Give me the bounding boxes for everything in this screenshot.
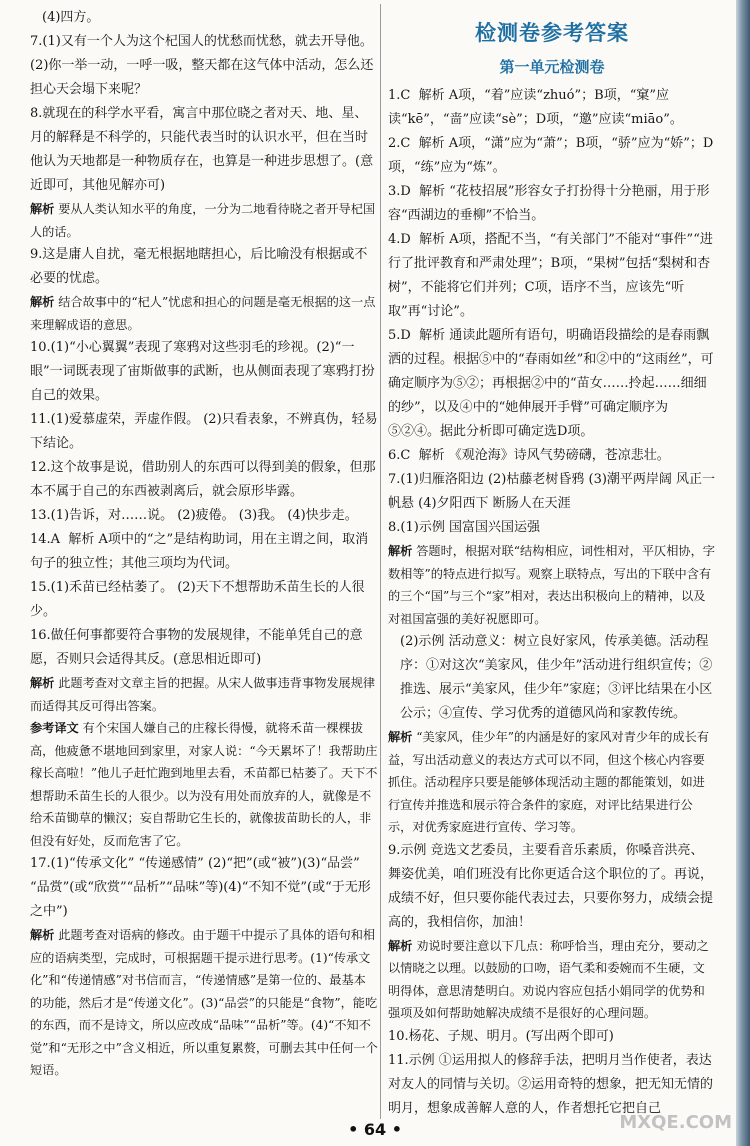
left-line <box>30 576 378 624</box>
line-text: 13.(1)告诉，对……说。 (2)疲倦。 (3)我。 (4)快步走。 <box>30 508 358 523</box>
right-line <box>388 1025 716 1049</box>
line-text: 11.示例 ①运用拟人的修辞手法，把明月当作使者，表达对友人的同情与关切。②运用奇特的想象，把无知无情的明月，想象成善解人意的人，作者想托它把自己 <box>388 1052 714 1116</box>
unit-title: 第一单元检测卷 <box>499 58 605 76</box>
right-line <box>388 324 716 444</box>
analysis-label: 解析 <box>388 938 413 953</box>
line-text: 7.(1)归雁洛阳边 (2)枯藤老树昏鸦 (3)潮平两岸阔 风正一帆悬 (4)夕阳西下 断肠人在天涯 <box>388 472 716 511</box>
right-line <box>388 180 716 228</box>
left-line <box>30 102 378 198</box>
line-text: 4.D 解析 A项，搭配不当，“有关部门”不能对“事件”“进行了批评教育和严肃处理”；B项，“果树”包括“梨树和杏树”，不能将它们并列；C项，语序不当，应该先“听取”再“讨论”。 <box>388 232 713 319</box>
analysis-label: 解析 <box>388 544 413 558</box>
left-line <box>30 624 378 672</box>
left-line <box>30 291 378 336</box>
line-text: 要从人类认知水平的角度，一分为二地看待晓之者开导杞国人的话。 <box>30 202 376 239</box>
line-text: 17.(1)“传承文化” “传递感情” (2)“把”(或“被”)(3)“品尝” “品赏”(或“欣赏”“品析”“品味”等)(4)“不知不觉”(或“于无形之中”) <box>30 856 371 919</box>
analysis-label: 解析 <box>30 928 55 942</box>
right-answers <box>388 84 716 1121</box>
left-line <box>30 924 378 1082</box>
line-text: 9.示例 竞选文艺委员，主要看音乐素质，你嗓音洪亮、舞姿优美，咱们班没有比你更适合这个职位的了。再说，成绩不好，但只要你能代表过去，只要你努力，成绩会提高的，我相信你，加油！ <box>388 842 714 930</box>
line-text: 此题考查对文章主旨的把握。从宋人做事违背事物发展规律而适得其反可得出答案。 <box>30 676 376 713</box>
line-text: 6.C 解析 《观沧海》诗风气势磅礴，苍凉悲壮。 <box>388 448 670 463</box>
left-column <box>30 6 378 1082</box>
right-line <box>388 132 716 180</box>
right-line <box>388 726 716 839</box>
left-line <box>30 408 378 456</box>
right-line <box>388 516 716 540</box>
right-line <box>388 228 716 324</box>
line-text: 10.杨花、子规、明月。(写出两个即可) <box>388 1028 614 1044</box>
line-text: 8.就现在的科学水平看，寓言中那位晓之者对天、地、星、月的解释是不科学的，只能代表当时的认识水平，但在当时他认为天地都是一种物质存在，也算是一种进步思想了。(意近即可，其他见解亦可) <box>30 106 374 193</box>
line-text: 16.做任何事都要符合事物的发展规律，不能单凭自己的意愿，否则只会适得其反。(意思相近即可) <box>30 628 363 667</box>
analysis-label: 解析 <box>30 676 55 690</box>
left-line <box>30 456 378 504</box>
right-line <box>388 84 716 132</box>
line-text: 有个宋国人嫌自己的庄稼长得慢，就将禾苗一棵棵拔高，他疲惫不堪地回到家里，对家人说：“今天累坏了！我帮助庄稼长高啦！”他儿子赶忙跑到地里去看，禾苗都已枯萎了。天下不想帮助禾苗生长的人很少。以为没有用处而放弃的人，就像是不给禾苗锄草的懒汉；妄自帮助它生长的，就像拔苗助长的人，非但没有好处，反而危害了它。 <box>30 721 378 848</box>
analysis-label: 参考译文 <box>30 721 79 735</box>
left-line <box>30 30 378 102</box>
column-divider <box>380 4 381 1119</box>
right-line <box>388 935 716 1025</box>
line-text: 12.这个故事是说，借助别人的东西可以得到美的假象，但那本不属于自己的东西被剥离后，就会原形毕露。 <box>30 460 376 499</box>
analysis-label: 解析 <box>388 730 413 744</box>
left-line <box>30 852 378 924</box>
line-text: 1.C 解析 A项，“着”应读“zhuó”；B项，“窠”应读“kē”，“啬”应读“sè”；D项，“邀”应读“miāo”。 <box>388 88 683 127</box>
line-text: 5.D 解析 通读此题所有语句，明确语段描绘的是春雨飘洒的过程。根据⑤中的“春雨如丝”和②中的“这雨丝”，可确定顺序为⑤②；再根据②中的“苗女……拎起……细细的纱”，以及④中的“她伸展开手臂”可确定顺序为⑤②④。据此分析即可确定选D项。 <box>388 328 714 439</box>
analysis-label: 解析 <box>30 202 55 216</box>
line-text: 10.(1)“小心翼翼”表现了寒鸦对这些羽毛的珍视。(2)“一眼”一词既表现了宙斯做事的武断，也从侧面表现了寒鸦打扮自己的效果。 <box>30 340 375 403</box>
line-text: (4)四方。 <box>42 10 100 25</box>
line-text: 结合故事中的“杞人”忧虑和担心的问题是毫无根据的这一点来理解成语的意思。 <box>30 295 376 332</box>
line-text: 8.(1)示例 国富国兴国运强 <box>388 520 540 535</box>
line-text: 此题考查对语病的修改。由于题干中提示了具体的语句和相应的语病类型，完成时，可根据题干提示进行思考。(1)“传承文化”和“传递情感”对书信而言，“传递情感”是第一位的、最基本的功能，然后才是“传递文化”。(3)“品尝”的只能是“食物”，能吃的东西，而不是诗文，所以应改成“品味”“品析”等。(4)“不知不觉”和“无形之中”含义相近，所以重复累赘，可删去其中任何一个短语。 <box>30 928 378 1077</box>
scan-edge-strip <box>736 0 750 1146</box>
line-text: “美家风，佳少年”的内涵是好的家风对青少年的成长有益，写出活动意义的表达方式可以不同，但这个核心内容要抓住。活动程序只要是能够体现活动主题的都能策划，如进行宣传并推选和展示符合条件的家庭，对评比结果进行公示，对优秀家庭进行宣传、学习等。 <box>388 730 710 834</box>
watermark: MXQE.COM <box>619 1112 732 1133</box>
analysis-label: 解析 <box>30 295 55 309</box>
left-line <box>30 243 378 291</box>
left-line <box>30 717 378 852</box>
section-title: 检测卷参考答案 <box>475 21 629 45</box>
left-line <box>30 6 378 30</box>
left-line <box>30 672 378 717</box>
right-line <box>388 839 716 935</box>
right-line <box>388 468 716 516</box>
right-column <box>388 6 716 1121</box>
line-text: 劝说时要注意以下几点：称呼恰当，理由充分，要动之以情晓之以理。以鼓励的口吻，语气柔和委婉而不生硬，文明得体，意思清楚明白。劝说内容应包括小娟同学的优势和强项及如何帮助她解决成绩不是很好的心理问题。 <box>388 938 709 1020</box>
right-line <box>388 444 716 468</box>
left-line <box>30 504 378 528</box>
line-text: 15.(1)禾苗已经枯萎了。 (2)天下不想帮助禾苗生长的人很少。 <box>30 580 365 619</box>
line-text: 3.D 解析 “花枝招展”形容女子打扮得十分艳丽，用于形容“西湖边的垂柳”不恰当。 <box>388 184 710 223</box>
line-text: 答题时，根据对联“结构相应，词性相对，平仄相协，字数相等”的特点进行拟写。观察上联特点，写出的下联中含有的三个“国”与三个“家”相对，表达出积极向上的精神，以及对祖国富强的美好祝愿即可。 <box>388 544 715 626</box>
line-text: 2.C 解析 A项，“潇”应为“萧”；B项，“骄”应为“娇”；D项，“练”应为“炼”。 <box>388 136 714 175</box>
right-line <box>388 540 716 630</box>
page-number: • 64 • <box>348 1120 402 1139</box>
line-text: 7.(1)又有一个人为这个杞国人的忧愁而忧愁，就去开导他。(2)你一举一动，一呼一吸，整天都在这气体中活动，怎么还担心天会塌下来呢？ <box>30 34 374 97</box>
line-text: 9.这是庸人自扰，毫无根据地瞎担心，后比喻没有根据或不必要的忧虑。 <box>30 247 368 286</box>
right-line <box>388 630 716 726</box>
line-text: 14.A 解析 A项中的“之”是结构助词，用在主谓之间，取消句子的独立性；其他三项均为代词。 <box>30 532 369 571</box>
left-line <box>30 198 378 243</box>
line-text: (2)示例 活动意义：树立良好家风，传承美德。活动程序：①对这次“美家风，佳少年”活动进行组织宣传；②推选、展示“美家风，佳少年”家庭；③评比结果在小区公示；④宣传、学习优秀的道德风尚和家教传统。 <box>400 634 713 721</box>
line-text: 11.(1)爱慕虚荣，弄虚作假。 (2)只看表象，不辨真伪，轻易下结论。 <box>30 412 378 451</box>
left-line <box>30 336 378 408</box>
left-line <box>30 528 378 576</box>
right-line <box>388 1049 716 1121</box>
